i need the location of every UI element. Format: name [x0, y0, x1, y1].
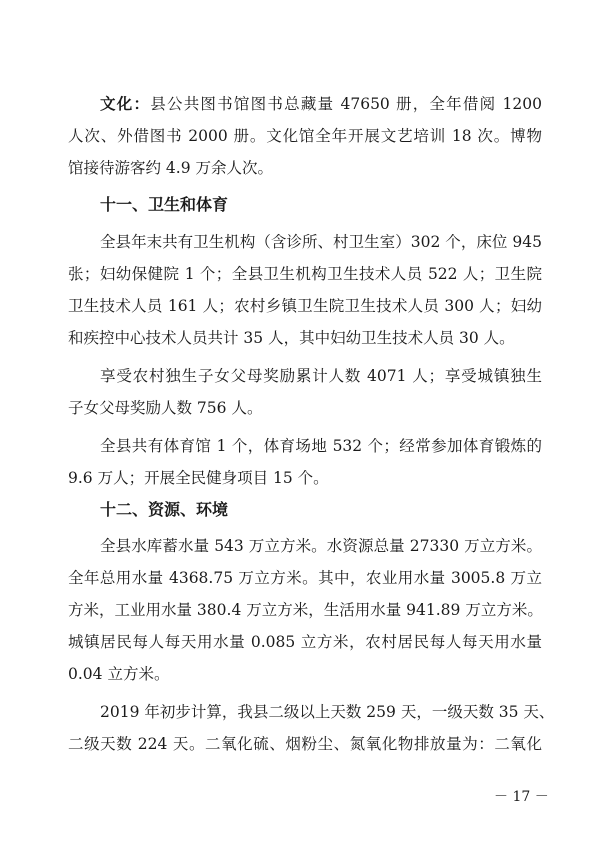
culture-line-3: 馆接待游客约 4.9 万余人次。	[68, 159, 274, 177]
water-para-line-2: 全年总用水量 4368.75 万立方米。其中，农业用水量 3005.8 万立	[68, 569, 542, 587]
sports-para-line-2: 9.6 万人；开展全民健身项目 15 个。	[68, 469, 329, 487]
water-para-line-1: 全县水库蓄水量 543 万立方米。水资源总量 27330 万立方米。	[100, 537, 542, 555]
water-para-line-5: 0.04 立方米。	[68, 665, 170, 683]
culture-lead: 文化：	[100, 95, 151, 113]
health-para2-line-1: 享受农村独生子女父母奖励累计人数 4071 人；享受城镇独生	[100, 367, 542, 385]
water-para-line-3: 方米，工业用水量 380.4 万立方米，生活用水量 941.89 万立方米。	[68, 601, 543, 619]
section-heading-health-sports: 十一、卫生和体育	[100, 195, 229, 214]
culture-line-1	[100, 94, 542, 114]
air-para-line-2: 二级天数 224 天。二氧化硫、烟粉尘、氮氧化物排放量为：二氧化	[68, 735, 542, 753]
sports-para-line-1: 全县共有体育馆 1 个，体育场地 532 个；经常参加体育锻炼的	[100, 437, 542, 455]
culture-line-1-text: 县公共图书馆图书总藏量 47650 册，全年借阅 1200	[150, 95, 542, 113]
water-para-line-4: 城镇居民每人每天用水量 0.085 立方米，农村居民每人每天用水量	[68, 633, 542, 651]
health-para1-line-2: 张；妇幼保健院 1 个；全县卫生机构卫生技术人员 522 人；卫生院	[68, 265, 543, 283]
section-heading-resources-environment: 十二、资源、环境	[100, 500, 229, 519]
health-para1-line-4: 和疾控中心技术人员共计 35 人，其中妇幼卫生技术人员 30 人。	[68, 329, 515, 347]
health-para2-line-2: 子女父母奖励人数 756 人。	[68, 399, 263, 417]
page-number: － 17 －	[494, 789, 549, 805]
air-para-line-1: 2019 年初步计算，我县二级以上天数 259 天，一级天数 35 天、	[100, 703, 555, 721]
health-para1-line-3: 卫生技术人员 161 人；农村乡镇卫生院卫生技术人员 300 人；妇幼	[68, 297, 542, 315]
culture-line-2: 人次、外借图书 2000 册。文化馆全年开展文艺培训 18 次。博物	[68, 127, 542, 145]
health-para1-line-1: 全县年末共有卫生机构（含诊所、村卫生室）302 个，床位 945	[100, 233, 542, 251]
